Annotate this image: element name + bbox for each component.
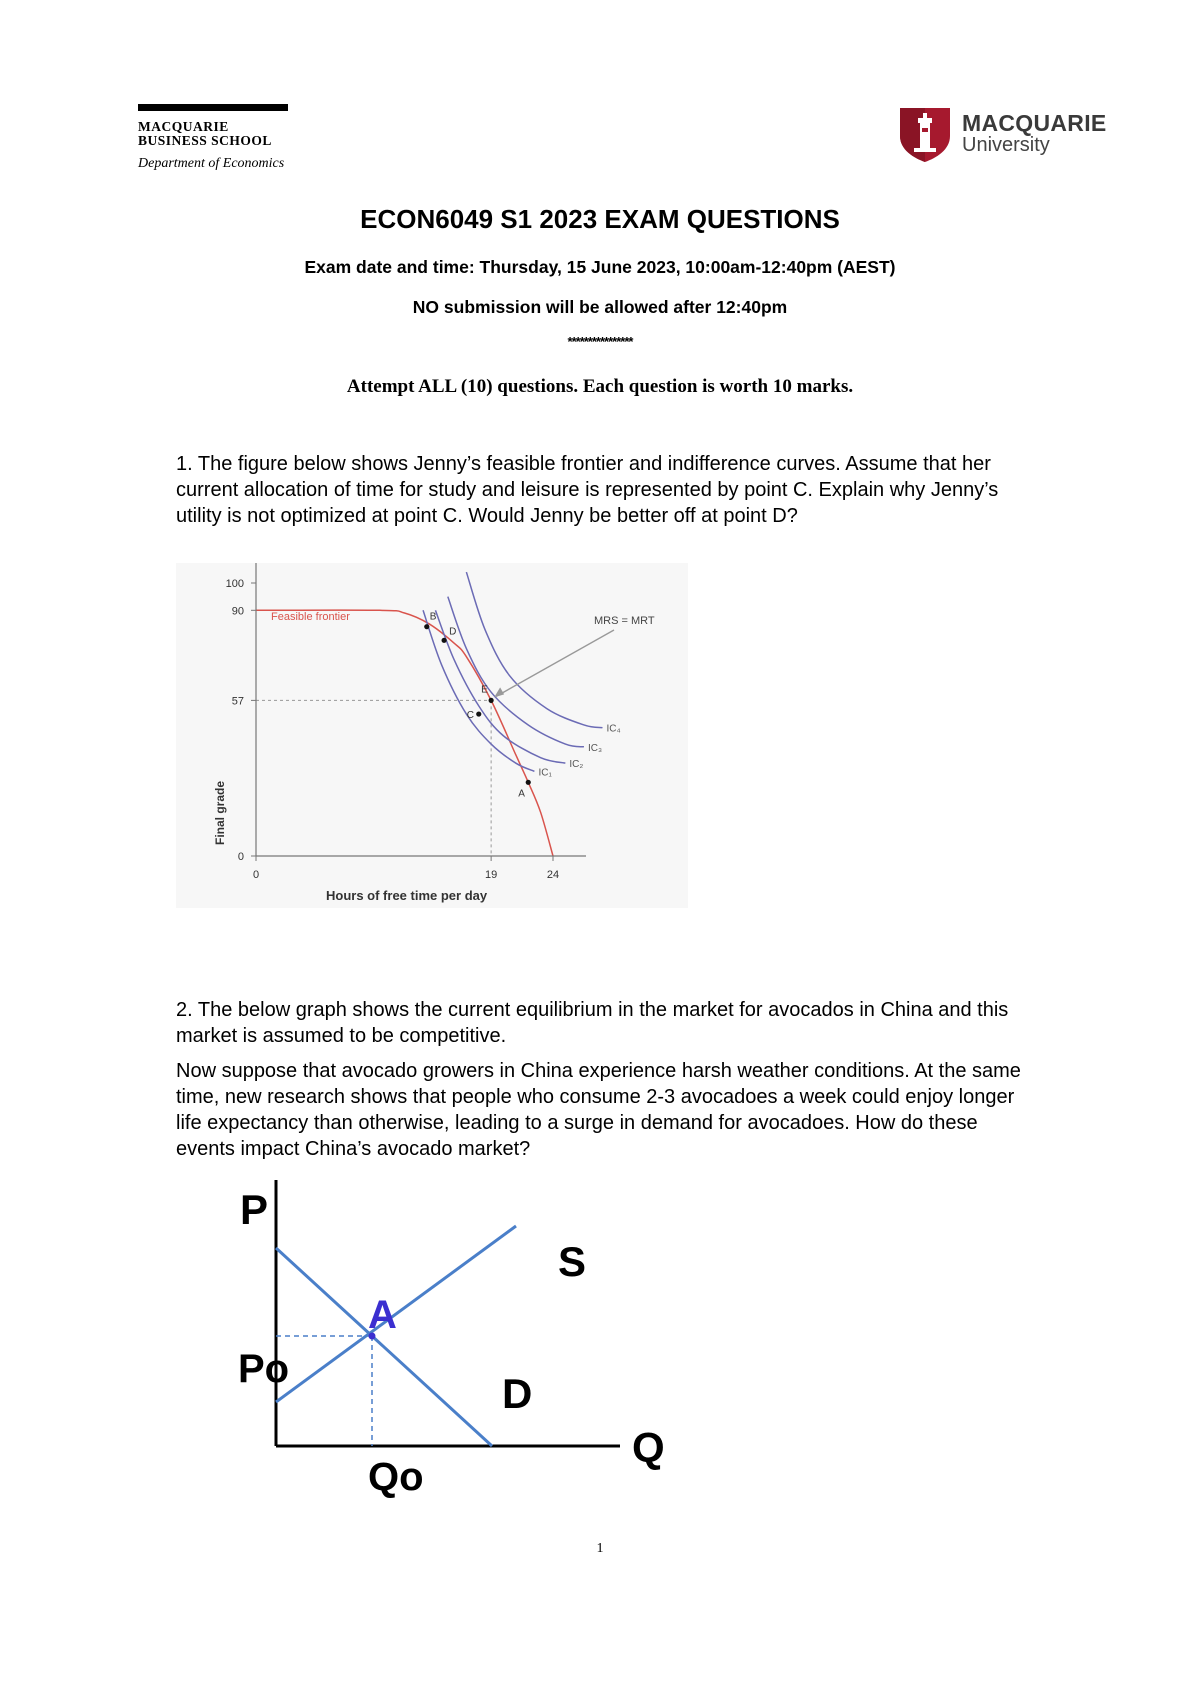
mrs-mrt-label: MRS = MRT <box>594 615 655 627</box>
supply-label: S <box>558 1238 587 1285</box>
y-axis-title: Final grade <box>213 780 227 845</box>
point-label-c: C <box>466 710 474 722</box>
equilibrium-a-label: A <box>368 1293 397 1337</box>
feasible-frontier-chart <box>176 563 688 908</box>
exam-title: ECON6049 S1 2023 EXAM QUESTIONS <box>360 204 840 234</box>
point-b <box>424 624 429 629</box>
exam-date-line: Exam date and time: Thursday, 15 June 2023, 10:00am-12:40pm (AEST) <box>304 257 896 277</box>
point-d <box>442 638 447 643</box>
point-label-d: D <box>449 626 457 638</box>
avocado-market-chart <box>220 1180 700 1520</box>
x-tick-label: 24 <box>546 869 560 881</box>
quantity-q0-label: Qo <box>368 1455 424 1499</box>
university-name-line1: MACQUARIE <box>962 110 1107 136</box>
school-name-line2: BUSINESS SCHOOL <box>138 133 272 148</box>
university-crest-icon <box>896 104 954 164</box>
x-tick-label: 19 <box>485 869 498 881</box>
question-1-text: 1. The figure below shows Jenny’s feasible frontier and indifference curves. Assume that her current allocation of time for study and leisure is represented by point C. Explain why Jenny’s utility is not optimized at point C. Would Jenny be better off at point D? <box>176 453 999 527</box>
department-name: Department of Economics <box>138 156 285 171</box>
page-number: 1 <box>596 1541 604 1556</box>
point-a <box>526 780 531 785</box>
question-2-text: 2. The below graph shows the current equilibrium in the market for avocados in China and this market is assumed to be competitive. <box>176 999 1009 1047</box>
y-tick-label: 90 <box>231 605 244 618</box>
deadline-line: NO submission will be allowed after 12:40pm <box>412 297 788 317</box>
y-tick-label: 100 <box>225 578 244 590</box>
university-name-line2: University <box>962 134 1050 156</box>
point-label-e: E <box>481 684 488 696</box>
y-tick-label: 0 <box>237 851 244 863</box>
y-tick-label: 57 <box>231 695 244 708</box>
ic1-label: IC₁ <box>538 767 552 779</box>
separator-stars: **************** <box>567 334 633 349</box>
q-axis-label: Q <box>632 1424 665 1471</box>
ic4-label: IC₄ <box>606 723 621 735</box>
point-c <box>476 711 481 716</box>
x-axis-title: Hours of free time per day <box>326 888 488 903</box>
question-2-text-continued: Now suppose that avocado growers in China experience harsh weather conditions. At the same time, new research shows that people who consume 2-3 avocadoes a week could enjoy longer life expectancy than otherwise, leading to a surge in demand for avocadoes. How do these events impact China’s avocado market? <box>176 1060 1021 1160</box>
point-label-a: A <box>518 788 525 800</box>
instructions: Attempt ALL (10) questions. Each question is worth 10 marks. <box>346 376 854 397</box>
x-tick-label: 0 <box>252 869 260 881</box>
demand-label: D <box>502 1370 533 1417</box>
ic2-label: IC₂ <box>569 759 584 771</box>
price-p0-label: Po <box>238 1347 290 1391</box>
ic3-label: IC₃ <box>587 742 603 754</box>
point-e <box>489 698 494 703</box>
school-logo-bar <box>138 104 288 111</box>
frontier-legend-label: Feasible frontier <box>271 611 350 623</box>
point-label-b: B <box>429 611 437 623</box>
school-name-line1: MACQUARIE <box>138 119 229 134</box>
demand-line <box>276 1248 492 1446</box>
p-axis-label: P <box>240 1186 269 1233</box>
